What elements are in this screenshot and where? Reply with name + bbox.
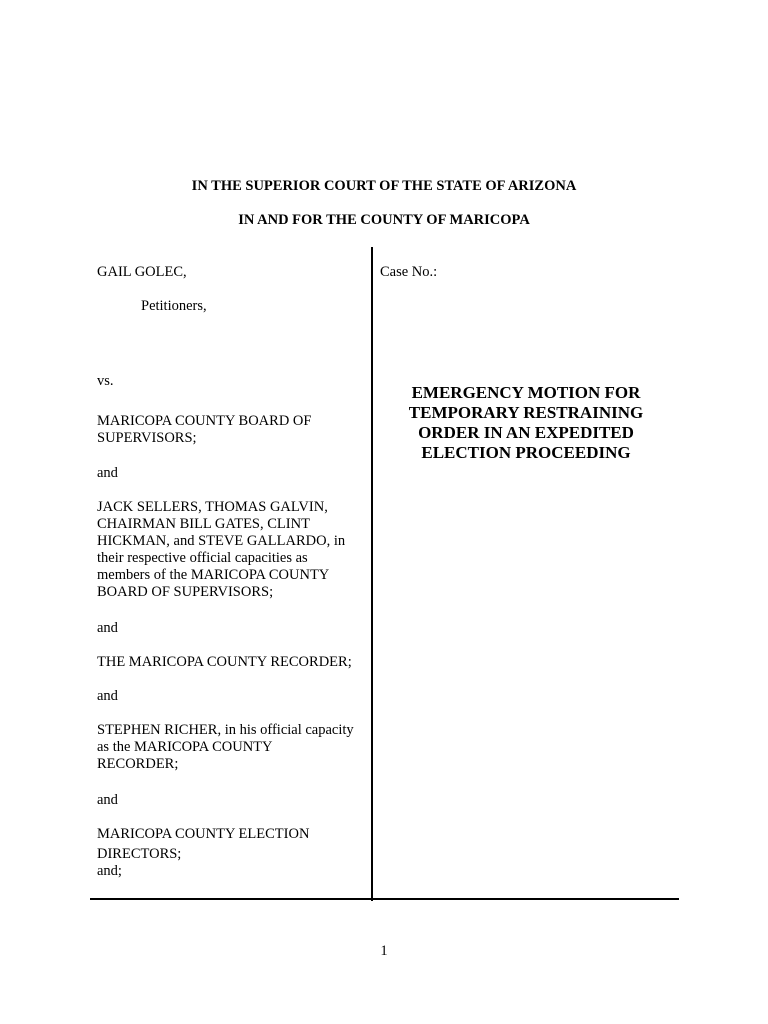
respondent-line: CHAIRMAN BILL GATES, CLINT [97,516,310,532]
and-connector: and [97,620,118,636]
respondent-line: BOARD OF SUPERVISORS; [97,584,274,600]
and-connector: and [97,688,118,704]
county-heading: IN AND FOR THE COUNTY OF MARICOPA [238,212,530,228]
respondent-line: SUPERVISORS; [97,430,197,446]
versus-label: vs. [97,373,114,389]
petitioner-name: GAIL GOLEC, [97,264,187,280]
motion-title-line: ELECTION PROCEEDING [421,443,631,462]
motion-title-line: ORDER IN AN EXPEDITED [418,423,634,442]
and-connector: and; [97,863,122,879]
respondent-line: their respective official capacities as [97,550,308,566]
court-name-heading: IN THE SUPERIOR COURT OF THE STATE OF ARIZONA [191,178,577,194]
respondent-line: DIRECTORS; [97,846,182,862]
motion-title [380,383,672,463]
and-connector: and [97,792,118,808]
respondent-line: JACK SELLERS, THOMAS GALVIN, [97,499,328,515]
respondent-line: members of the MARICOPA COUNTY [97,567,330,583]
case-number-label: Case No.: [380,264,438,280]
petitioner-role: Petitioners, [141,298,207,314]
page-number: 1 [380,943,388,959]
motion-title-line: EMERGENCY MOTION FOR [411,383,641,402]
respondent-line: MARICOPA COUNTY ELECTION [97,826,310,842]
and-connector: and [97,465,118,481]
respondent-line: STEPHEN RICHER, in his official capacity [97,722,354,738]
respondent-line: MARICOPA COUNTY BOARD OF [97,413,312,429]
respondent-line: as the MARICOPA COUNTY [97,739,273,755]
caption-bottom-divider [90,898,679,900]
respondent-line: HICKMAN, and STEVE GALLARDO, in [97,533,346,549]
respondent-line: RECORDER; [97,756,179,772]
motion-title-line: TEMPORARY RESTRAINING [408,403,644,422]
respondent-line: THE MARICOPA COUNTY RECORDER; [97,654,352,670]
caption-vertical-divider [371,247,373,901]
